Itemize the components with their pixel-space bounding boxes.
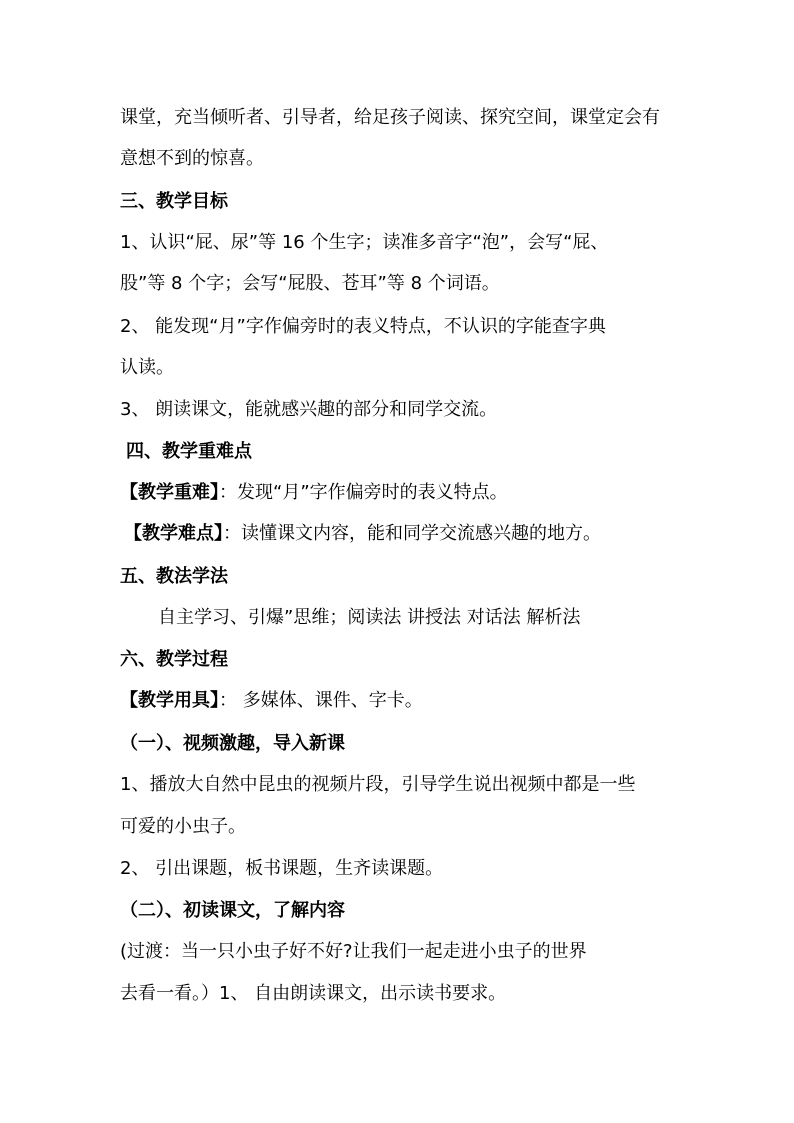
tools-text: ： 多媒体、课件、字卡。 <box>219 690 423 711</box>
paragraph-line: (过渡：当一只小虫子好不好?让我们一起走进小虫子的世界 <box>120 941 587 962</box>
subsection-heading: （一）、视频激趣，导入新课 <box>120 733 345 754</box>
difficult-point-label: 【教学难点】 <box>124 523 223 544</box>
difficult-point-line <box>124 522 601 546</box>
difficult-point-text: ：读懂课文内容，能和同学交流感兴趣的地方。 <box>223 523 601 544</box>
list-item: 3、 朗读课文，能就感兴趣的部分和同学交流。 <box>120 399 498 420</box>
paragraph-line: 课堂，充当倾听者、引导者，给足孩子阅读、探究空间，课堂定会有 <box>120 107 660 128</box>
section-heading: 四、教学重难点 <box>126 441 252 462</box>
key-point-line <box>120 481 508 505</box>
list-item: 1、认识“屁、尿”等 16 个生字；读准多音字“泡”，会写“屁、 <box>120 232 609 253</box>
list-item-continuation: 股”等 8 个字；会写“屁股、苍耳”等 8 个词语。 <box>120 273 500 294</box>
section-heading: 六、教学过程 <box>120 649 228 670</box>
tools-label: 【教学用具】 <box>120 690 219 711</box>
section-heading: 五、教法学法 <box>120 566 228 587</box>
key-point-label: 【教学重难】 <box>120 482 219 503</box>
paragraph-line: 自主学习、引爆”思维；阅读法 讲授法 对话法 解析法 <box>158 607 581 628</box>
paragraph-line: 2、 引出课题，板书课题，生齐读课题。 <box>120 858 444 879</box>
list-item: 2、 能发现“月”字作偏旁时的表义特点，不认识的字能查字典 <box>120 316 606 337</box>
section-heading: 三、教学目标 <box>120 191 228 212</box>
tools-line <box>120 689 423 713</box>
list-item-continuation: 认读。 <box>120 357 174 378</box>
paragraph-line: 意想不到的惊喜。 <box>120 148 264 169</box>
paragraph-line: 去看一看。）1、 自由朗读课文，出示读书要求。 <box>120 983 507 1004</box>
subsection-heading: （二）、初读课文，了解内容 <box>120 900 345 921</box>
key-point-text: ：发现“月”字作偏旁时的表义特点。 <box>219 482 508 503</box>
paragraph-line: 可爱的小虫子。 <box>120 816 246 837</box>
paragraph-line: 1、播放大自然中昆虫的视频片段，引导学生说出视频中都是一些 <box>120 774 636 795</box>
